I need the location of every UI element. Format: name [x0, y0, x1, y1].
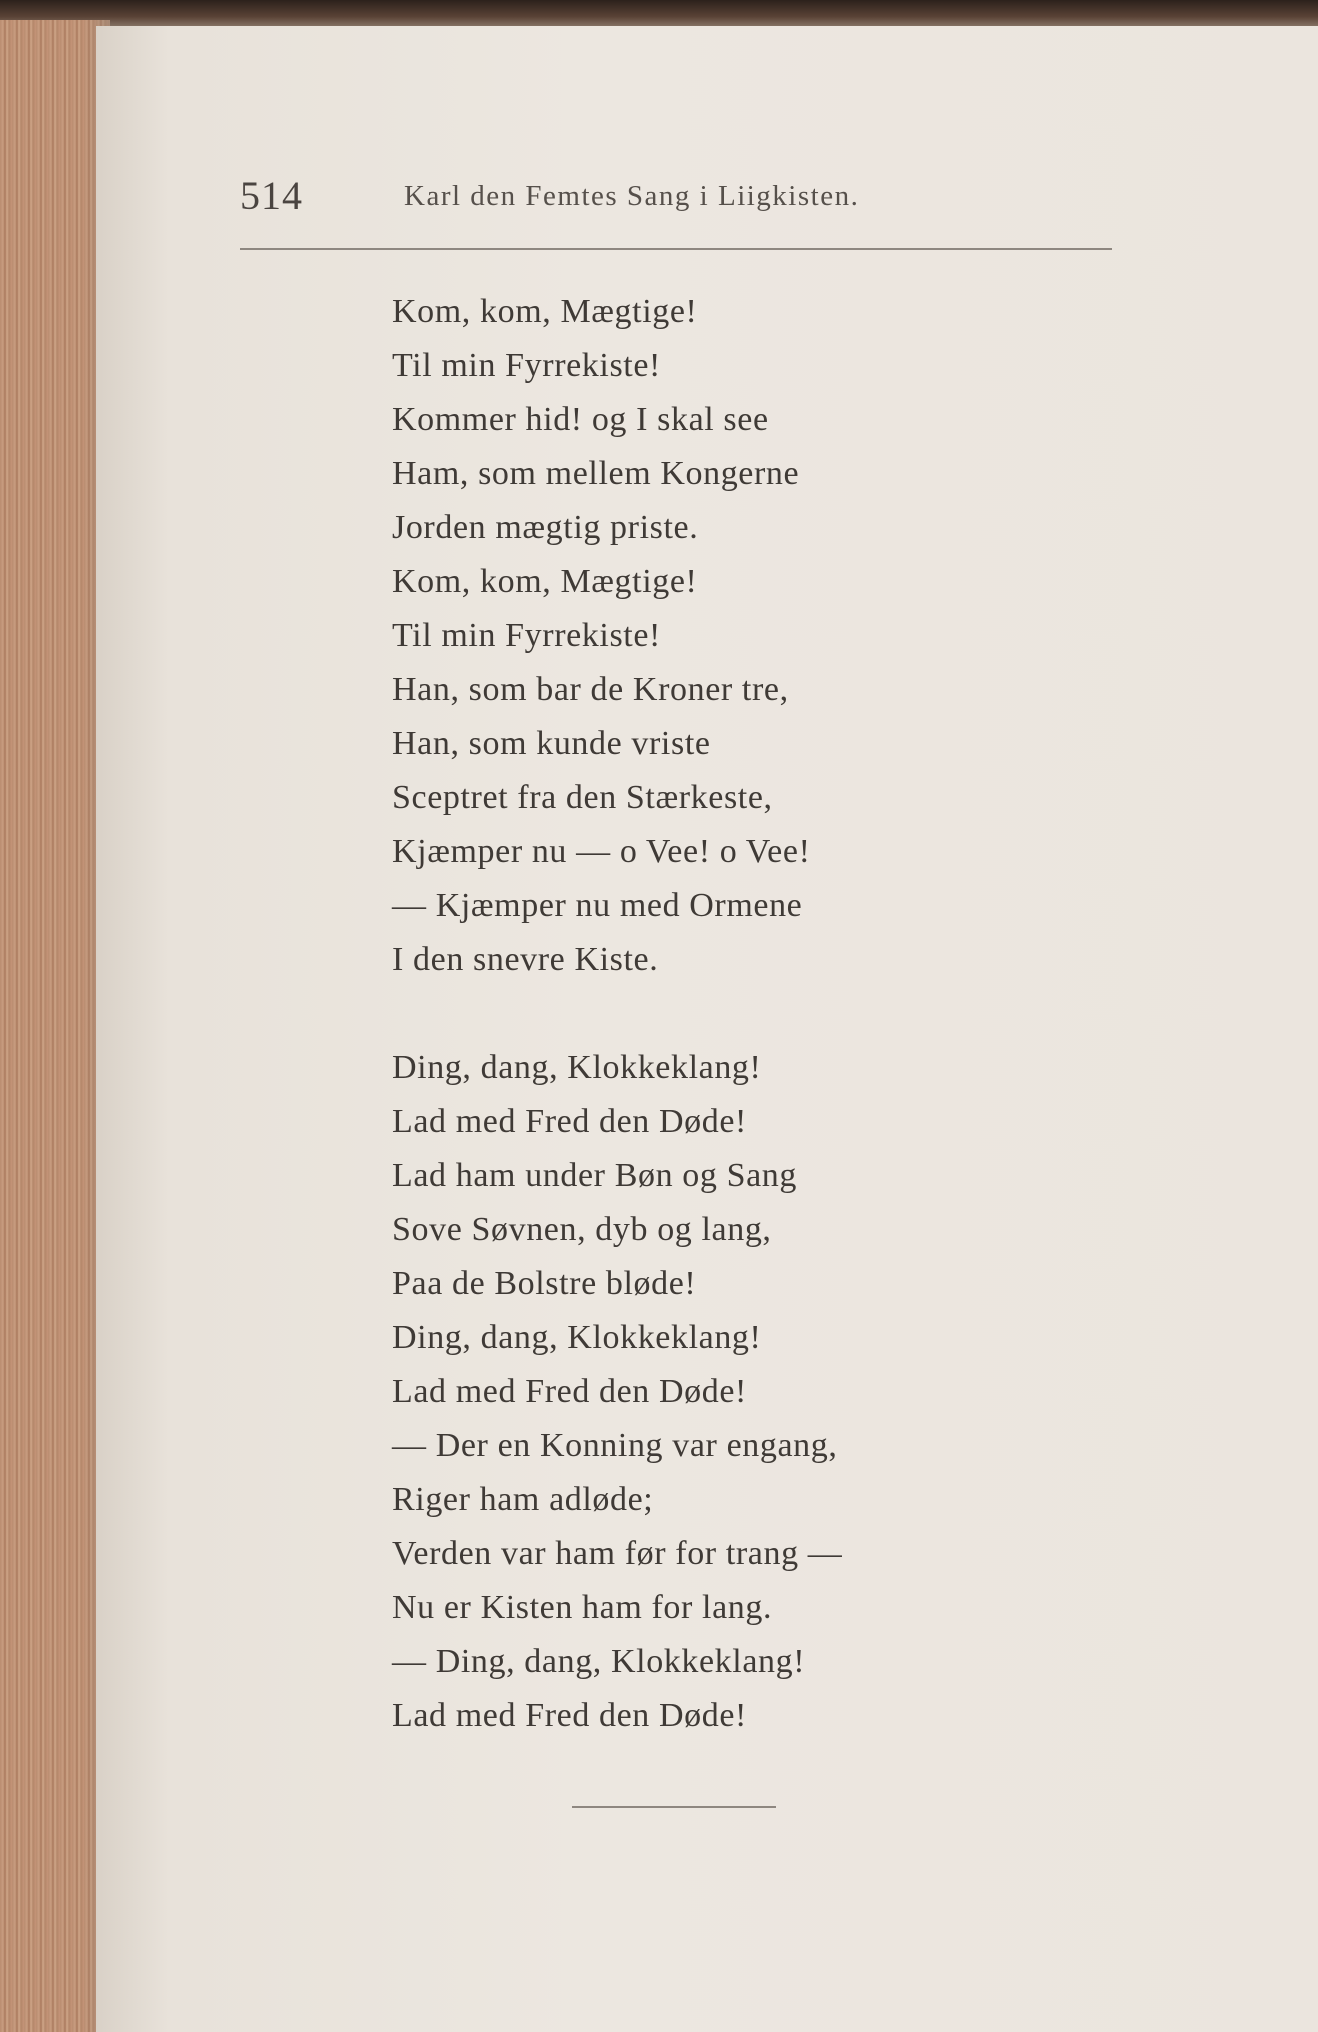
poem-line: Verden var ham før for trang —	[392, 1535, 843, 1572]
poem-line: — Kjæmper nu med Ormene	[392, 887, 803, 924]
poem-line: Kom, kom, Mægtige!	[392, 293, 698, 330]
poem-line: Sove Søvnen, dyb og lang,	[392, 1211, 772, 1248]
poem-line: Jorden mægtig priste.	[392, 509, 699, 546]
poem-line: Kommer hid! og I skal see	[392, 401, 769, 438]
poem-line: Lad ham under Bøn og Sang	[392, 1157, 797, 1194]
poem	[392, 285, 1212, 1743]
end-rule	[572, 1806, 776, 1808]
stanza-2	[392, 1041, 1212, 1743]
stanza-gap	[392, 987, 1212, 1041]
poem-line: Lad med Fred den Døde!	[392, 1103, 747, 1140]
poem-line: Han, som bar de Kroner tre,	[392, 671, 789, 708]
stanza-1	[392, 285, 1212, 987]
page-number: 514	[240, 173, 303, 218]
poem-line: Kjæmper nu — o Vee! o Vee!	[392, 833, 811, 870]
poem-line: Ham, som mellem Kongerne	[392, 455, 800, 492]
poem-line: Lad med Fred den Døde!	[392, 1697, 747, 1734]
book-page-edges	[0, 20, 110, 2032]
running-title: Karl den Femtes Sang i Liigkisten.	[404, 180, 860, 212]
poem-line: Kom, kom, Mægtige!	[392, 563, 698, 600]
poem-line: I den snevre Kiste.	[392, 941, 659, 978]
poem-line: Nu er Kisten ham for lang.	[392, 1589, 773, 1626]
poem-line: Sceptret fra den Stærkeste,	[392, 779, 773, 816]
poem-line: — Ding, dang, Klokkeklang!	[392, 1643, 806, 1680]
poem-line: Til min Fyrrekiste!	[392, 617, 661, 654]
poem-line: Paa de Bolstre bløde!	[392, 1265, 697, 1302]
poem-line: Til min Fyrrekiste!	[392, 347, 661, 384]
header-rule	[240, 248, 1112, 250]
poem-line: Ding, dang, Klokkeklang!	[392, 1049, 762, 1086]
poem-line: Lad med Fred den Døde!	[392, 1373, 747, 1410]
poem-line: — Der en Konning var engang,	[392, 1427, 838, 1464]
poem-line: Ding, dang, Klokkeklang!	[392, 1319, 762, 1356]
book-top-edge	[0, 0, 1318, 28]
poem-line: Riger ham adløde;	[392, 1481, 654, 1518]
poem-line: Han, som kunde vriste	[392, 725, 711, 762]
